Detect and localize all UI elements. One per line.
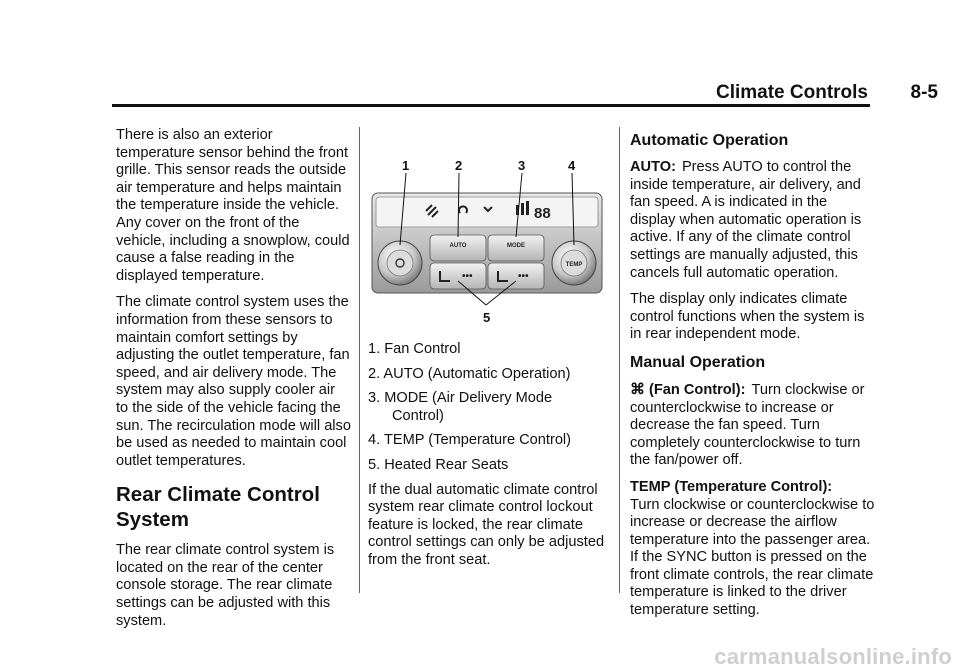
body-paragraph: The climate control system uses the information from these sensors to maintain comfort settings by adjusting the outlet temperature, fan speed, and air delivery mode. The system may also supply cooler air to the side of the vehicle facing the sun. The recirculation mode will also be used as needed to maintain cool outlet temperatures. (116, 294, 351, 469)
callout-number: 2 (455, 158, 463, 173)
fan-icon: ⌘ (630, 380, 645, 398)
column-right (630, 127, 875, 629)
subheading-automatic-operation: Automatic Operation (630, 132, 789, 149)
body-paragraph: If the dual automatic climate control system rear climate control lockout feature is locked, the rear climate control settings can only be adjusted from the front seat. (368, 481, 605, 568)
section-heading: Rear Climate Control System (116, 483, 320, 532)
rear-climate-panel-figure (368, 141, 606, 331)
seat-heat-dots: ••• (518, 271, 529, 282)
subheading-manual-operation: Manual Operation (630, 353, 766, 371)
body-paragraph: There is also an exterior temperature sensor behind the front grille. This sensor reads the outside air temperature and helps maintain the temperature inside the vehicle. Any cover on the front of the vehicle, including a snowplow, could cause a false reading in the displayed temperature. (116, 127, 350, 284)
temp-knob-label: TEMP (565, 262, 583, 268)
fan-term: (Fan Control): (649, 381, 746, 398)
watermark: carmanualsonline.info (714, 644, 952, 669)
column-divider (359, 127, 360, 593)
fan-description: Turn clockwise or counterclockwise to increase or decrease the fan speed. Turn completely counterclockwise to turn the fan/power off. (630, 381, 865, 469)
caption-item: 2. AUTO (Automatic Operation) (368, 365, 571, 382)
caption-item: 5. Heated Rear Seats (368, 456, 509, 473)
figure-captions (368, 341, 606, 475)
temp-description: Turn clockwise or counterclockwise to increase or decrease the airflow temperature into the passenger area. If the SYNC button is pressed on the front climate controls, the rear climate temperature is linked to the driver temperature setting. (630, 496, 875, 619)
climate-panel-illustration (368, 141, 606, 331)
caption-item: 3. MODE (Air Delivery Mode Control) (368, 390, 553, 424)
body-paragraph: The display only indicates climate control functions when the system is in rear independent mode. (630, 291, 865, 343)
callout-number: 3 (518, 158, 526, 173)
page-number: 8-5 (910, 82, 938, 103)
seat-heat-dots: ••• (462, 271, 473, 282)
auto-button-label: AUTO (449, 243, 467, 249)
temp-term: TEMP (Temperature Control): (630, 478, 833, 495)
body-paragraph (630, 159, 875, 282)
column-left (116, 127, 351, 639)
callout-number: 4 (568, 158, 576, 173)
callout-number: 5 (483, 310, 491, 325)
mode-button-label: MODE (507, 243, 525, 249)
display-temperature: 88 (534, 205, 551, 222)
caption-item: 4. TEMP (Temperature Control) (368, 432, 572, 449)
callout-number: 1 (402, 158, 410, 173)
section-title: Climate Controls (715, 82, 868, 103)
body-paragraph (630, 381, 875, 470)
header-rule (112, 104, 870, 107)
auto-description: Press AUTO to control the inside temperature, air delivery, and fan speed. A is indicated in the display when automatic operation is active. If any of the climate control settings are manually adjusted, this cancels full automatic operation. (630, 159, 862, 281)
body-paragraph (630, 479, 875, 620)
caption-item: 1. Fan Control (368, 341, 461, 357)
column-divider (619, 127, 620, 593)
body-paragraph: The rear climate control system is located on the rear of the center console storage. The rear climate settings can be adjusted with this system. (116, 542, 335, 629)
column-middle (368, 127, 606, 579)
auto-term: AUTO: (630, 159, 676, 175)
